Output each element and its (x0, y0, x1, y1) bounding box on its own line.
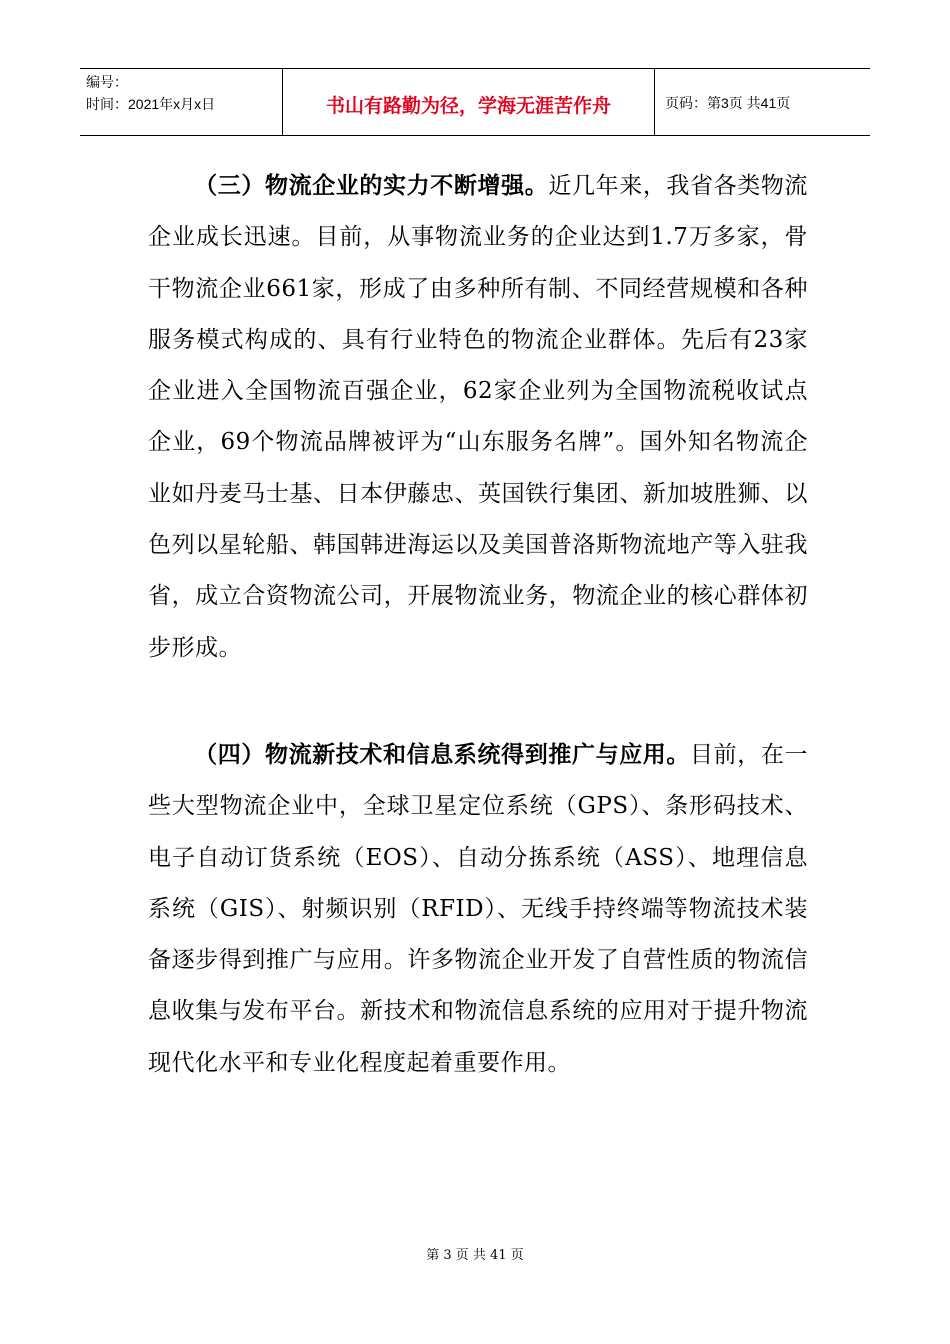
section-4-text: 目前，在一些大型物流企业中，全球卫星定位系统（GPS）、条形码技术、电子自动订货系统（EOS）、自动分拣系统（ASS）、地理信息系统（GIS）、射频识别（RFID）、无线手持终端等物流技术装备逐步得到推广与应用。许多物流企业开发了自营性质的物流信息收集与发布平台。新技术和物流信息系统的应用对于提升物流现代化水平和专业化程度起着重要作用。 (148, 742, 809, 1076)
paragraph-section-4 (148, 730, 808, 1089)
document-number-label: 编号： (86, 74, 128, 90)
footer-page-number: 第 3 页 共 41 页 (426, 1248, 524, 1263)
paragraph-section-3 (148, 161, 808, 674)
document-time-label: 时间：2021年x月x日 (86, 96, 216, 112)
page-info-text: 页码：第3页 共41页 (665, 95, 791, 111)
motto-text: 书山有路勤为径，学海无涯苦作舟 (325, 94, 611, 117)
page-header (80, 68, 870, 136)
section-4-heading: （四）物流新技术和信息系统得到推广与应用。 (194, 742, 691, 768)
section-3-heading: （三）物流企业的实力不断增强。 (194, 173, 549, 199)
header-meta (80, 69, 283, 135)
header-motto (283, 69, 655, 135)
section-3-text: 近几年来，我省各类物流企业成长迅速。目前，从事物流业务的企业达到1.7万多家，骨干物流企业661家，形成了由多种所有制、不同经营规模和各种服务模式构成的、具有行业特色的物流企业群体。先后有23家企业进入全国物流百强企业，62家企业列为全国物流税收试点企业，69个物流品牌被评为“山东服务名牌”。国外知名物流企业如丹麦马士基、日本伊藤忠、英国铁行集团、新加坡胜狮、以色列以星轮船、韩国韩进海运以及美国普洛斯物流地产等入驻我省，成立合资物流公司，开展物流业务，物流企业的核心群体初步形成。 (148, 173, 809, 661)
page-footer (0, 1244, 950, 1263)
header-page-info (655, 69, 870, 135)
